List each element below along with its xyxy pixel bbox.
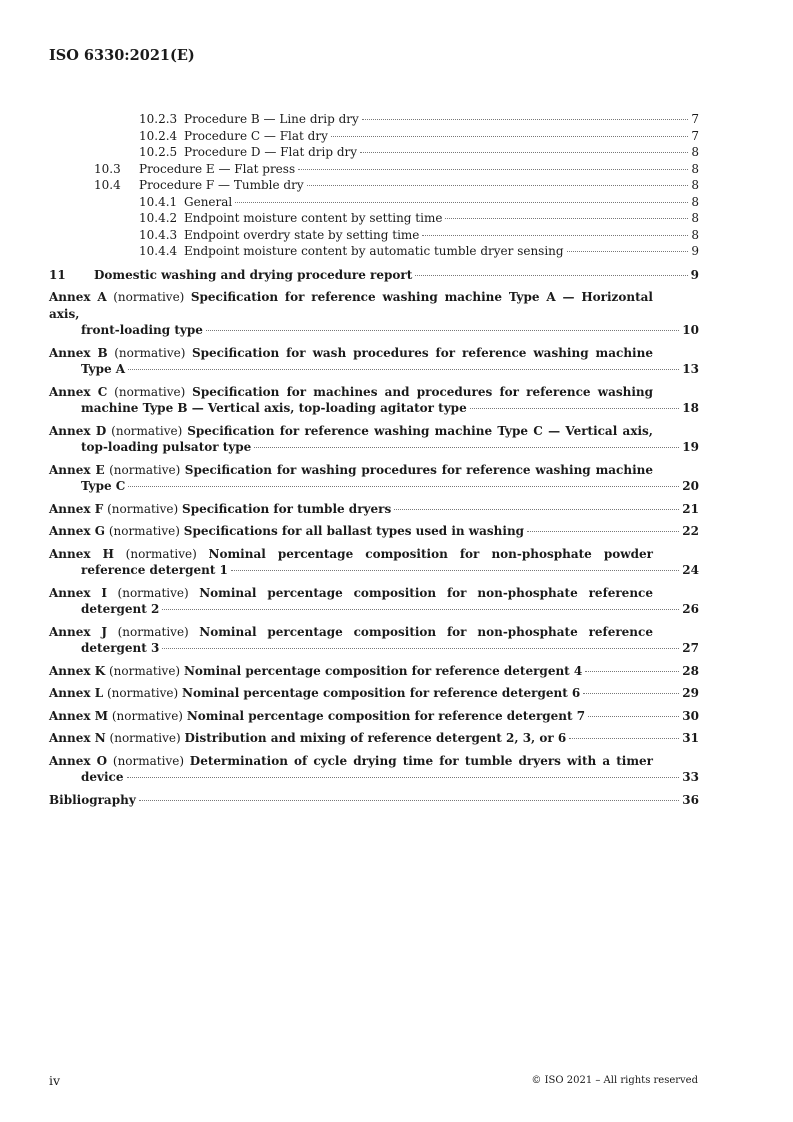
annex-type: (normative) [112,753,185,768]
annex-title: Specification for reference washing machine Type C — Vertical axis, [187,423,653,438]
toc-entry-annex-d[interactable] [49,423,699,456]
annex-title: Nominal percentage composition for non-phosphate powder [208,546,653,561]
toc-entry-page: 10 [682,323,699,337]
annex-type: (normative) [113,290,185,304]
toc-entry-10-4[interactable] [49,177,699,194]
bibliography-title: Bibliography [49,792,136,807]
toc-entry-page: 13 [682,362,699,376]
toc-entry-clause-11[interactable] [49,267,699,284]
toc-entry-number: 11 [49,267,66,282]
toc-entry-10-2-4[interactable] [49,128,699,145]
toc-entry-title: Domestic washing and drying procedure report [94,267,413,282]
annex-label: Annex F [49,501,104,516]
dot-leader [254,447,679,448]
toc-entry-annex-a[interactable] [49,289,699,339]
annex-type: (normative) [108,524,180,538]
toc-entry-annex-b[interactable] [49,345,699,378]
annex-title: Nominal percentage composition for reference detergent 4 [183,663,583,678]
toc-entry-annex-j[interactable] [49,624,699,657]
annex-label: Annex K [49,663,106,678]
toc-entry-page: 18 [682,401,699,415]
toc-entry-title: Endpoint moisture content by automatic tumble dryer sensing [184,244,564,258]
annex-title: Specification for washing procedures for reference washing machine [184,462,653,477]
annex-type: (normative) [111,708,183,723]
toc-entry-title: Endpoint overdry state by setting time [184,227,420,242]
dot-leader [298,169,688,170]
toc-entry-annex-k[interactable] [49,663,699,680]
toc-entry-annex-f[interactable] [49,501,699,518]
dot-leader [235,202,688,203]
toc-entry-title: Procedure F — Tumble dry [139,178,304,192]
toc-entry-page: 24 [682,563,699,577]
toc-entry-10-4-3[interactable] [49,227,699,244]
annex-label: Annex C [49,384,108,399]
toc-entry-number: 10.4.1 [139,194,178,209]
annex-type: (normative) [109,731,181,745]
toc-entry-page: 22 [682,524,699,538]
toc-entry-page: 27 [682,641,699,655]
toc-entry-10-2-3[interactable] [49,111,699,128]
toc-entry-title: Procedure D — Flat drip dry [184,145,358,159]
annex-label: Annex B [49,345,108,360]
toc-entry-page: 31 [682,731,699,745]
annex-title-cont: Type C [81,479,126,493]
annex-type: (normative) [114,384,186,399]
dot-leader [567,251,688,252]
toc-entry-page: 8 [691,194,699,209]
annex-label: Annex G [49,524,105,538]
annex-title-cont: reference detergent 1 [81,563,228,577]
copyright-notice: © ISO 2021 – All rights reserved [531,1075,698,1086]
annex-title: Specification for tumble dryers [182,501,392,516]
annex-type: (normative) [117,585,189,600]
toc-entry-page: 8 [691,145,699,159]
annex-title: Nominal percentage composition for reference detergent 7 [186,708,586,723]
dot-leader [231,570,679,571]
toc-entry-page: 36 [682,792,699,807]
annex-title: Specifications for all ballast types used in washing [183,524,525,538]
table-of-contents [49,111,699,808]
dot-leader [307,185,688,186]
toc-entry-number: 10.4.4 [139,244,178,258]
toc-entry-page: 29 [682,686,699,700]
toc-entry-page: 8 [691,178,699,192]
toc-entry-title: Procedure B — Line drip dry [184,112,359,126]
annex-type: (normative) [114,345,186,360]
toc-entry-page: 7 [691,112,699,126]
annex-title: Distribution and mixing of reference detergent 2, 3, or 6 [184,731,567,745]
dot-leader [585,671,679,672]
toc-entry-annex-n[interactable] [49,730,699,747]
toc-entry-page: 8 [691,161,699,176]
annex-type: (normative) [111,423,183,438]
annex-label: Annex D [49,423,107,438]
toc-entry-annex-m[interactable] [49,708,699,725]
toc-entry-annex-l[interactable] [49,685,699,702]
annex-label: Annex L [49,686,104,700]
dot-leader [360,152,688,153]
dot-leader [588,716,679,717]
page-number: iv [49,1073,61,1088]
annex-title: Nominal percentage composition for non-phosphate reference [199,585,653,600]
annex-title: Determination of cycle drying time for tumble dryers with a timer [189,753,653,768]
annex-label: Annex H [49,546,114,561]
dot-leader [583,693,679,694]
annex-title: Specification for reference washing machine Type A — Horizontal axis, [49,290,653,321]
toc-entry-number: 10.4 [94,178,121,192]
dot-leader [470,408,680,409]
toc-entry-page: 7 [691,128,699,143]
annex-type: (normative) [109,462,181,477]
dot-leader [162,609,679,610]
toc-entry-10-4-4[interactable] [49,243,699,260]
toc-entry-page: 33 [682,770,699,784]
toc-entry-page: 21 [682,501,699,516]
toc-entry-annex-o[interactable] [49,753,699,786]
annex-type: (normative) [107,501,179,516]
toc-entry-page: 30 [682,708,699,723]
toc-entry-title: Endpoint moisture content by setting time [184,211,443,225]
dot-leader [128,486,679,487]
dot-leader [206,330,679,331]
annex-title-cont: top-loading pulsator type [81,440,252,454]
annex-label: Annex E [49,462,105,477]
toc-entry-page: 8 [691,211,699,225]
toc-entry-page: 8 [691,227,699,242]
toc-entry-annex-e[interactable] [49,462,699,495]
toc-entry-number: 10.2.5 [139,145,178,159]
toc-entry-10-3[interactable] [49,161,699,178]
toc-entry-annex-i[interactable] [49,585,699,618]
annex-title: Specification for wash procedures for reference washing machine [191,345,653,360]
dot-leader [362,119,688,120]
toc-entry-annex-g[interactable] [49,523,699,540]
dot-leader [331,136,688,137]
toc-entry-annex-h[interactable] [49,546,699,579]
annex-label: Annex A [49,290,107,304]
annex-label: Annex O [49,753,108,768]
toc-entry-title: Procedure E — Flat press [139,161,296,176]
toc-entry-page: 9 [690,267,699,282]
annex-label: Annex M [49,708,109,723]
annex-type: (normative) [125,546,197,561]
annex-title-cont: machine Type B — Vertical axis, top-loading agitator type [81,401,467,415]
annex-title: Nominal percentage composition for non-phosphate reference [199,624,653,639]
toc-entry-number: 10.3 [94,161,121,176]
toc-entry-number: 10.2.3 [139,112,178,126]
annex-type: (normative) [108,663,181,678]
dot-leader [139,800,680,801]
toc-entry-title: Procedure C — Flat dry [184,128,328,143]
toc-entry-bibliography[interactable] [49,792,699,809]
toc-entry-number: 10.2.4 [139,128,178,143]
toc-entry-title: General [184,194,233,209]
dot-leader [127,777,680,778]
annex-label: Annex N [49,731,106,745]
toc-entry-10-2-5[interactable] [49,144,699,161]
dot-leader [422,235,688,236]
toc-entry-number: 10.4.2 [139,211,178,225]
annex-type: (normative) [107,686,179,700]
toc-entry-page: 26 [682,602,699,616]
dot-leader [415,275,687,276]
annex-title: Specification for machines and procedures for reference washing [192,384,653,399]
dot-leader [162,648,679,649]
annex-label: Annex I [49,585,108,600]
annex-label: Annex J [49,624,108,639]
annex-title-cont: Type A [81,362,126,376]
toc-entry-page: 20 [682,479,699,493]
dot-leader [527,531,679,532]
dot-leader [128,369,679,370]
document-id-header: ISO 6330:2021(E) [49,47,195,64]
dot-leader [394,509,679,510]
annex-title-cont: front-loading type [81,323,203,337]
toc-entry-page: 28 [682,663,699,678]
annex-title-cont: detergent 2 [81,602,160,616]
toc-entry-number: 10.4.3 [139,227,178,242]
annex-title-cont: device [81,770,124,784]
dot-leader [569,738,679,739]
annex-title: Nominal percentage composition for reference detergent 6 [181,686,581,700]
toc-entry-10-4-2[interactable] [49,210,699,227]
annex-title-cont: detergent 3 [81,641,160,655]
toc-entry-page: 9 [691,244,699,258]
annex-type: (normative) [117,624,189,639]
toc-entry-page: 19 [682,440,699,454]
toc-entry-10-4-1[interactable] [49,194,699,211]
dot-leader [445,218,688,219]
toc-entry-annex-c[interactable] [49,384,699,417]
